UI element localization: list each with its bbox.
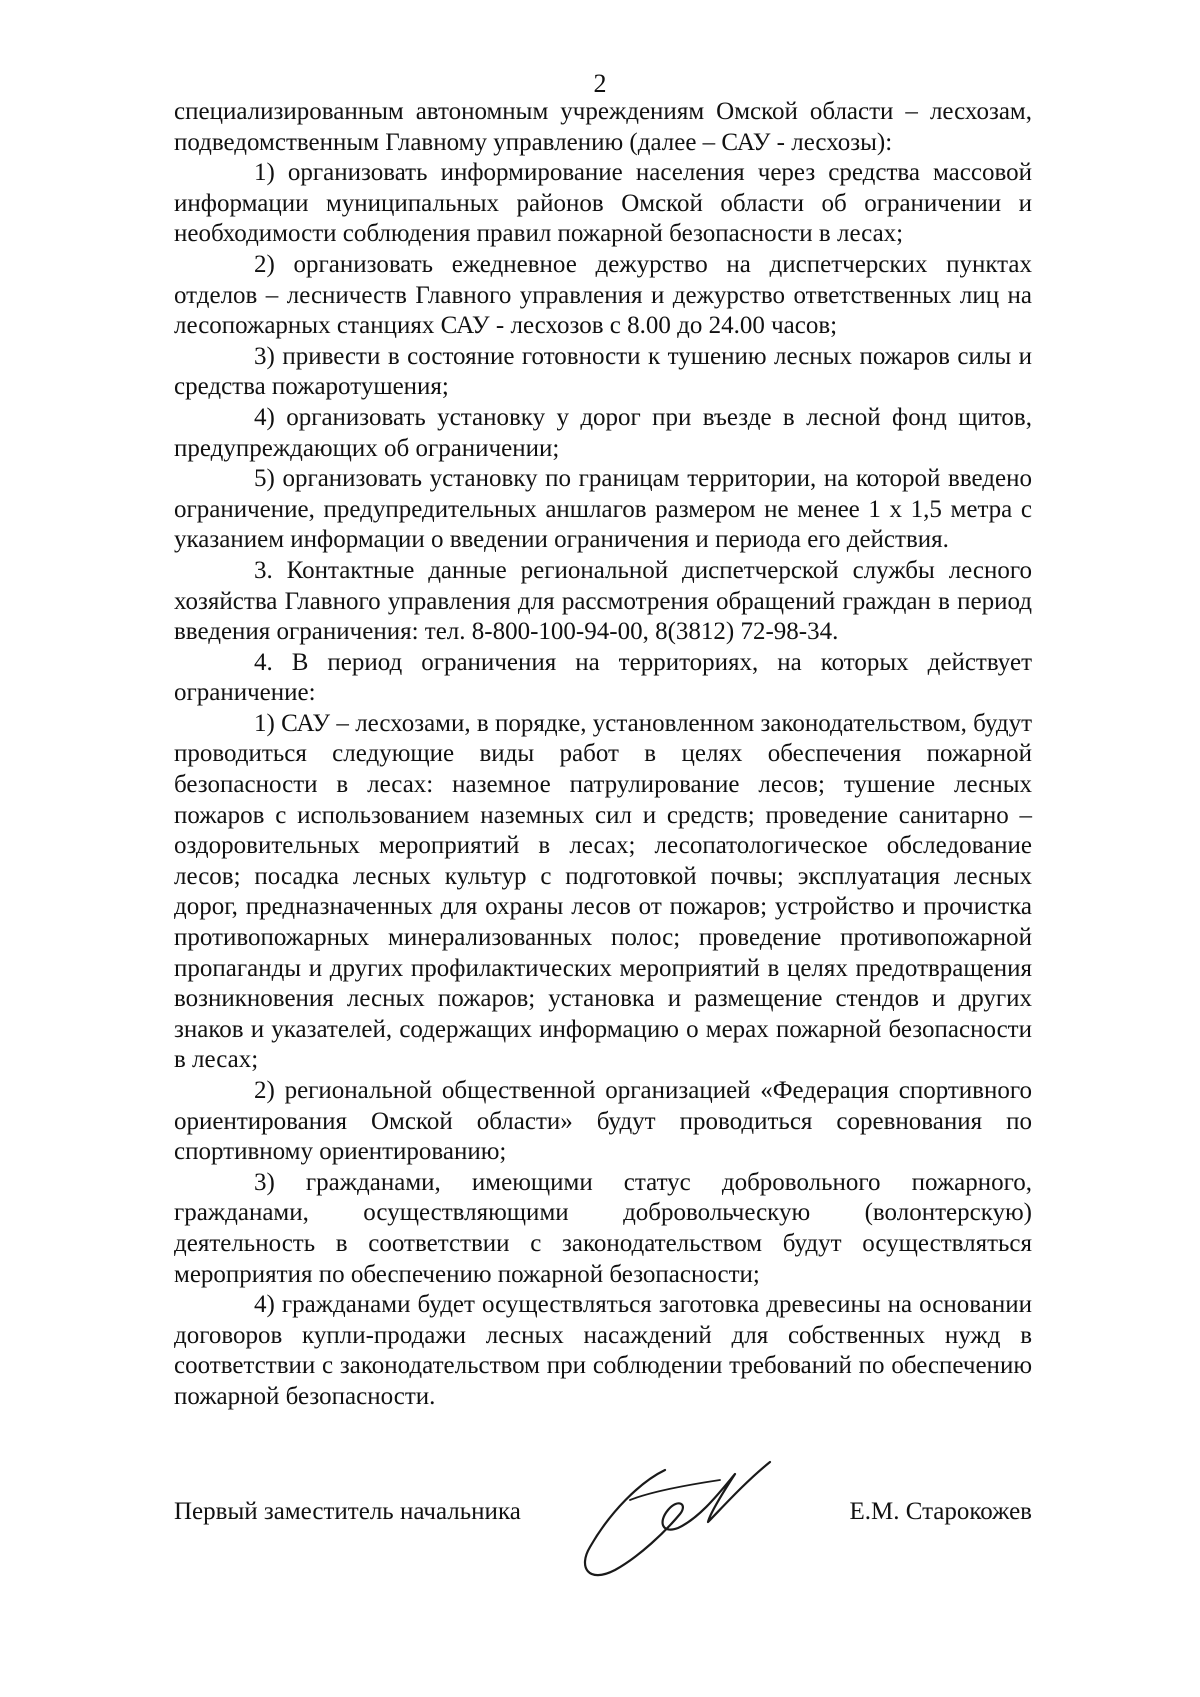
signature-block [174, 1497, 1032, 1537]
paragraph-section-4-item-1: 1) САУ – лесхозами, в порядке, установленном законодательством, будут проводиться следующие виды работ в целях обеспечения пожарной безопасности в лесах: наземное патрулирование лесов; тушение лесных пожаров с использованием наземных сил и средств; проведение санитарно – оздоровительных мероприятий в лесах; лесопатологическое обследование лесов; посадка лесных культур с подготовкой почвы; эксплуатация лесных дорог, предназначенных для охраны лесов от пожаров; устройство и прочистка противопожарных минерализованных полос; проведение противопожарной пропаганды и других профилактических мероприятий в целях предотвращения возникновения лесных пожаров; установка и размещение стендов и других знаков и указателей, содержащих информацию о мерах пожарной безопасности в лесах; [174, 709, 1032, 1074]
paragraph-item-5: 5) организовать установку по границам территории, на которой введено ограничение, предупредительных аншлагов размером не менее 1 х 1,5 метра с указанием информации о введении ограничения и периода его действия. [174, 465, 1032, 554]
paragraph-item-1: 1) организовать информирование населения через средства массовой информации муниципальных районов Омской области об ограничении и необходимости соблюдения правил пожарной безопасности в лесах; [174, 159, 1032, 248]
paragraph-section-4: 4. В период ограничения на территориях, на которых действует ограничение: [174, 648, 1032, 707]
paragraph-item-2: 2) организовать ежедневное дежурство на диспетчерских пунктах отделов – лесничеств Главного управления и дежурство ответственных лиц на лесопожарных станциях САУ - лесхозов с 8.00 до 24.00 часов; [174, 250, 1032, 340]
paragraph-section-4-item-4: 4) гражданами будет осуществляться заготовка древесины на основании договоров купли-продажи лесных насаждений для собственных нужд в соответствии с законодательством при соблюдении требований по обеспечению пожарной безопасности. [174, 1291, 1032, 1410]
signer-name: Е.М. Старокожев [849, 1498, 1032, 1525]
paragraph-section-4-item-2: 2) региональной общественной организацией «Федерация спортивного ориентирования Омской области» будут проводиться соревнования по спортивному ориентированию; [174, 1077, 1032, 1166]
paragraph-section-3: 3. Контактные данные региональной диспетчерской службы лесного хозяйства Главного управления для рассмотрения обращений граждан в период введения ограничения: тел. 8-800-100-94-00, 8(3812) 72-98-34. [174, 556, 1032, 646]
paragraph-section-4-item-3: 3) гражданами, имеющими статус добровольного пожарного, гражданами, осуществляющими добровольческую (волонтерскую) деятельность в соответствии с законодательством будут осуществляться мероприятия по обеспечению пожарной безопасности; [174, 1168, 1032, 1288]
paragraph-continuation: специализированным автономным учреждениям Омской области – лесхозам, подведомственным Главному управлению (далее – САУ - лесхозы): [174, 98, 1032, 156]
signer-title: Первый заместитель начальника [174, 1498, 521, 1525]
paragraph-item-3: 3) привести в состояние готовности к тушению лесных пожаров силы и средства пожаротушения; [174, 342, 1032, 401]
page-number: 2 [593, 69, 607, 98]
document-body [174, 97, 1032, 1413]
paragraph-item-4: 4) организовать установку у дорог при въезде в лесной фонд щитов, предупреждающих об ограничении; [174, 403, 1032, 462]
